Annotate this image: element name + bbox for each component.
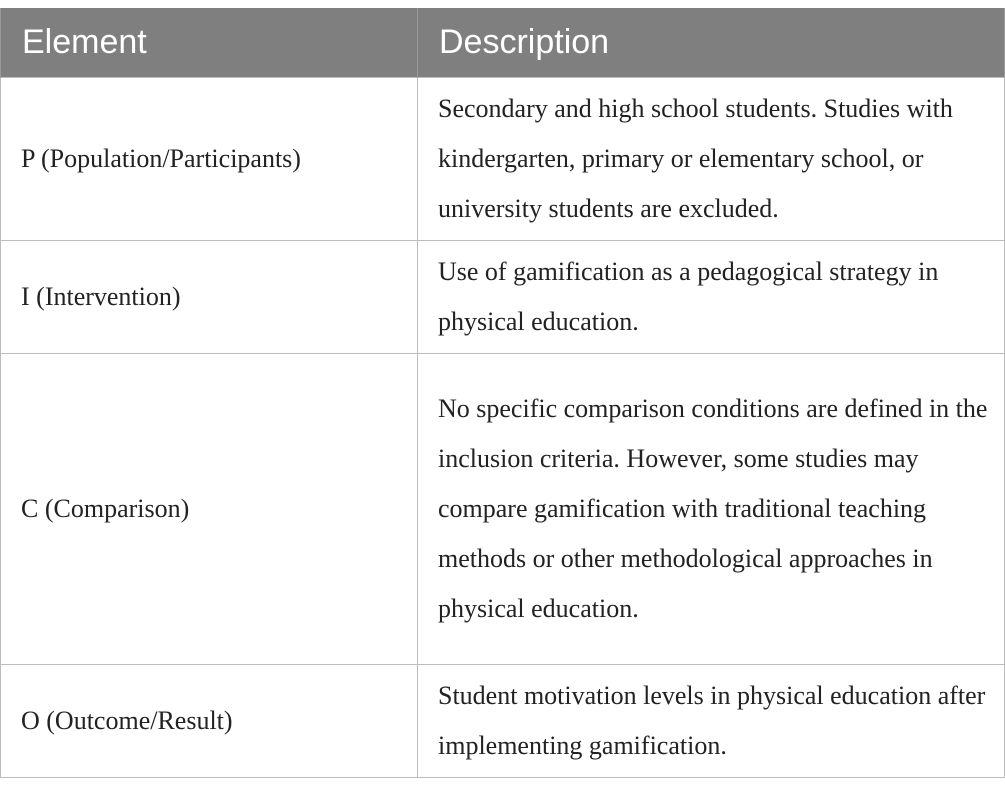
element-cell: C (Comparison)	[1, 353, 418, 664]
header-element: Element	[1, 8, 418, 77]
description-cell: No specific comparison conditions are defined in the inclusion criteria. However, some studies may compare gamification with traditional teaching methods or other methodological approaches in physical education.	[418, 353, 1005, 664]
table-row	[1, 353, 1005, 664]
pico-table	[0, 8, 1005, 778]
table-body	[1, 77, 1005, 777]
description-cell: Student motivation levels in physical education after implementing gamification.	[418, 664, 1005, 777]
table-row	[1, 77, 1005, 240]
table-header	[1, 8, 1005, 77]
element-cell: P (Population/Participants)	[1, 77, 418, 240]
element-cell: I (Intervention)	[1, 240, 418, 353]
element-cell: O (Outcome/Result)	[1, 664, 418, 777]
header-description: Description	[418, 8, 1005, 77]
table-row	[1, 240, 1005, 353]
header-row	[1, 8, 1005, 77]
table-row	[1, 664, 1005, 777]
description-cell: Secondary and high school students. Studies with kindergarten, primary or elementary school, or university students are excluded.	[418, 77, 1005, 240]
description-cell: Use of gamification as a pedagogical strategy in physical education.	[418, 240, 1005, 353]
